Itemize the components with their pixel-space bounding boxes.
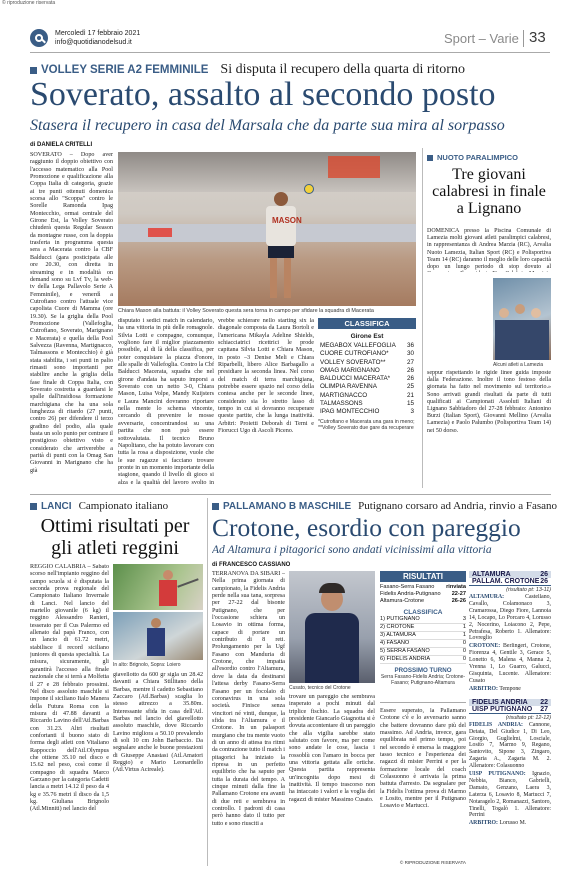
nuoto-kicker-label: NUOTO PARALIMPICO	[437, 153, 518, 162]
classifica-team: MEGABOX VALLEFOGLIA	[320, 342, 396, 349]
risultati-class-team: 3) ALTAMURA	[380, 632, 416, 638]
classifica-row	[318, 342, 416, 350]
header-email[interactable]: info@quotidianodelsud.it	[55, 39, 132, 46]
tabellino-line-text: Ignazio, Nebbia, Bianco, Gabrielli, Damato, Genzano, Laera 3, Laterza 6, Losavio 8, Martucci 7, Notaragelo 2, Romanazzi, Santoro, Tinelli, Togalò 1. Allenatore: Perrini	[469, 771, 551, 819]
tabellino	[469, 699, 551, 828]
main-kicker-rest: Si disputa il recupero della quarta di ritorno	[220, 62, 465, 77]
main-subhead: Stasera il recupero in casa del Marsala che da parte sua mira al sorpasso	[30, 117, 505, 134]
classifica-team: CUORE CUTROFIANO*	[320, 350, 389, 358]
risultati-class-team: 5) SERRA FASANO	[380, 648, 430, 654]
risultati-row	[380, 591, 466, 598]
classifica-row	[318, 359, 416, 367]
tabellino-line-team: UISP PUTIGNANO:	[469, 771, 526, 778]
tabellino-line-team: ARBITRO:	[469, 685, 498, 692]
square-bullet-icon	[212, 503, 219, 510]
crotone-kicker	[212, 500, 557, 512]
risultati-next-text: Serra Fasano-Fidelis Andria; Crotone-Fasano; Putignano-Altamura	[380, 674, 466, 686]
column-rule	[422, 148, 423, 488]
risultati-class-row	[380, 624, 466, 632]
crotone-byline: di FRANCESCO CASSIANO	[212, 562, 291, 568]
risultati-class-points: 1	[462, 624, 466, 630]
tabellino-line-team: ALTAMURA:	[469, 594, 505, 600]
tabellino-line	[469, 771, 551, 819]
main-col-3: vrebbe schierare nello starting six la diagonale composta da Laura Bortoli e l'americana Mikayla Adeline Shields, schiacciatrici ricettrici le prode capitana Silvia Lotti e Chiara Mason, in posto –3 Denise Meli e Chiara Riparbelli, libero Alice Barbagallo a presidiare la seconda linea. Nel corso del match di terra marchigiana, potrebbe essere spazio nel corso della contesa anche per le seconde linee, considerato sia lo stretto lasso di tempo in cui si dovranno recuperare queste partite, che la lunga inattività. Arbitri: Proietti Deborah di Terni e Fiorucci Ugo di Ascoli Piceno.	[218, 318, 314, 435]
page-number: 33	[529, 29, 546, 46]
tabellino-line	[469, 722, 551, 770]
tabellino-line-text: Tempone	[499, 685, 521, 692]
tabellino-team2-bar	[469, 706, 551, 714]
risultati-row	[380, 598, 466, 605]
lanci-col-2: giavellotto da 600 gr sigla un 28.42 davanti a Chiara Stillitano della Barbas, mentre il cadetto Sebastiano Zaccaro (Atl.Barbas) scaglia lo stesso attrezzo a 35.80m. Interessante sfida in casa dell'Atl. Barbas nel lancio del giavellotto assoluto maschile, dove Riccardo Lavino migliora a 50.10 prevalendo di soli 10 cm John Barbaccio. Da segnalare anche le buone prestazioni di Giuseppe Anastasi (Atl.Amatori Reggio) e Mario Leonardello (Atl.Virtus Acireale).	[113, 672, 203, 774]
tabellino-score1: 26	[540, 571, 548, 578]
header-rule	[30, 52, 550, 53]
classifica-row	[318, 350, 416, 358]
classifica-row	[318, 367, 416, 375]
risultati-class-row	[380, 656, 466, 664]
newspaper-logo-icon	[30, 29, 48, 47]
crotone-kicker-label: PALLAMANO B MASCHILE	[223, 500, 352, 512]
crotone-photo	[289, 571, 375, 683]
column-rule	[207, 498, 208, 866]
tabellino-line	[469, 820, 551, 827]
risultati-class-team: 6) FIDELIS ANDRIA	[380, 656, 431, 662]
classifica-team: MARTIGNACCO	[320, 391, 368, 399]
tabellino-team1: ALTAMURA	[472, 571, 511, 578]
risultati-class-row	[380, 640, 466, 648]
risultati-class-points: 0	[462, 656, 466, 662]
classifica-points: 26	[406, 375, 414, 383]
nuoto-photo	[493, 278, 551, 360]
tabellino-line-text: Castellano, Cavallo, Colamonaco 3, Cramarossa, Diego Fiore, Lannoia 14, Locapo, Lo Porcaro 4, Lorusso 2, Nocerino, Loiacono 2, Pepe, Petrafesa, Roberto 1. Allenatore: Lovreglio	[469, 594, 551, 642]
risultati-score: 22-27	[451, 591, 466, 597]
tabellino-line-team: CROTONE:	[469, 643, 501, 650]
tabellino-team1-bar	[469, 699, 551, 706]
classifica-points: 26	[406, 366, 414, 374]
nuoto-headline: Tre giovani calabresi in finale a Lignano	[432, 166, 546, 217]
classifica-team: IPAG MONTECCHIO	[320, 408, 380, 416]
classifica-team: VOLLEY SOVERATO**	[320, 358, 386, 366]
volleyball-photo-caption: Chiara Mason alla battuta: il Volley Soverato questa sera torna in campo per sfidare la squadra di Macerata	[118, 308, 374, 314]
main-kicker-label: VOLLEY SERIE A2 FEMMINILE	[41, 64, 209, 76]
risultati-table	[380, 584, 466, 605]
tabellino-team2: UISP PUTIGNANO	[472, 705, 533, 713]
nuoto-kicker	[427, 153, 518, 162]
classifica-points: 25	[406, 383, 414, 391]
main-col-2: disputato i sedici match in calendario, ha una vittoria in più delle romagnole. Silvia Lotti e compagne, comunque, vogliono fare il miglior piazzamento possibile, al di là della classifica, per poter conquistare la piazza d'onore, alle spalle di Vallefoglia. Contro la Cbf Balducci Macerata, squadra che nel girone d'andata ha saputo imporsi a Soverato con un netto 3-0, Chiara Mason, Luisa Volpe, Mandy Kuijsters e Laura Mancini dovranno riportare nella mente lo schema vincente, cercando di prevenire le mosse avversarie, concentrandosi su una partita che non può essere sottovalutata. Il tecnico Bruno Napolitano, che ha potuto lavorare con tutta la rosa a disposizione, vuole che le sue ragazze si facciano trovare pronte in un momento importante della stagione, quando il livello di gioco si alza e la qualità del lavoro svolto in	[118, 318, 214, 486]
tabellino-team1: FIDELIS ANDRIA	[472, 698, 528, 706]
risultati-class-row	[380, 632, 466, 640]
crotone-headline: Crotone, esordio con pareggio	[212, 513, 521, 542]
risultati-class-row	[380, 648, 466, 656]
lanci-photo-caption: In alto: Brignolo, Sopra: Loiero	[113, 662, 181, 668]
classifica-girone: Girone Est	[350, 333, 384, 340]
tabellino-score2: 27	[540, 705, 548, 713]
risultati-match: Fasano-Serra Fasano	[380, 584, 435, 590]
classifica-row	[318, 392, 416, 400]
lanci-col-1: REGGIO CALABRIA – Sabato scorso nell'impianto reggino del campo scuola si è disputata la seconda prova regionale del Campionato Italiano Invernale di Lanci. Nel lancio del martello giovanile (6 kg) il reggino Alessandro Ranieri, tesserato per il Cus Palermo ed allenato dal papà Franco, con un lancio di 61.72 metri, stabilisce il record siciliano juniores di questa specialità. La misura, sicuramente, gli garantirà l'accesso alla finale nazionale che si terrà a Molfetta il 27 e 28 febbraio prossimi. Nel disco assoluto maschile si impone il siciliano Italo Manera della Futura Roma con la misura di 47.88 davanti a Riccardo Lavino dell'Atl.Barbas con 31.23. Altri risultati confortanti il buono stato di forma degli atleti con Vitaliano Rappoccio dell'Atl.Olympus che ottiene 35.10 nel disco e 15.62 nel peso, così come il compagno di squadra Marco Garzano per la categoria Cadetti lancia a metri 14.12 il peso da 4 kg e 35.76 metri il disco da 1,5 kg. Giuliana Brignolo (Atl.Minniti) nel lancio del	[30, 564, 109, 813]
classifica-team: OLIMPIA RAVENNA	[320, 383, 377, 391]
classifica-table	[318, 342, 416, 417]
tabellino-line-text: Cannone, Detata, Del Giudice 1, Di Leo, Giorgio, Guglielmi, Losciale, Losito 7, Marmo 9, Regano, Santovito, Sipone 3, Zingaro, Zagaria A., Zagaria M. 2. Allenatore: Colasuonno	[469, 721, 551, 770]
crotone-col-2: trovare un pareggio che sembrava insperato a pochi minuti dal triplice fischio. La squadra del presidente Giancarlo Giagnotta si è dovuta accontentare di un pareggio che alla vigilia sarebbe stato salutato con favore, ma per come sono andate le cose, lascia i rossoblù con l'amaro in bocca per una vittoria gettata alle ortiche. Questa partita rappresenta un'incognita dopo mesi di inattività. Il tempo trascorso non ha intaccato i valori e la voglia dei ragazzi di mister Massimo Cusato.	[289, 694, 375, 803]
tabellino-line	[469, 686, 551, 693]
classifica-points: 21	[406, 391, 414, 399]
lanci-kicker-label: LANCI	[41, 500, 72, 512]
risultati-next-title: PROSSIMO TURNO	[394, 667, 452, 674]
square-bullet-icon	[30, 67, 37, 74]
classifica-team: BALDUCCI MACERATA*	[320, 375, 391, 383]
tabellino	[469, 571, 551, 693]
classifica-row	[318, 408, 416, 416]
risultati-class-points: 0	[462, 640, 466, 646]
lanci-headline: Ottimi risultati per gli atleti reggini	[40, 515, 190, 559]
lanci-kicker	[30, 500, 168, 512]
classifica-row	[318, 375, 416, 383]
tabellino-team2: PALLAM. CROTONE	[472, 578, 540, 585]
tabellino-line	[469, 643, 551, 684]
tabellino-line-team: FIDELIS ANDRIA:	[469, 721, 523, 728]
classifica-points: 27	[406, 358, 414, 366]
crotone-credit: © RIPRODUZIONE RISERVATA	[399, 860, 466, 865]
crotone-kicker-rest: Putignano corsaro ad Andria, rinvio a Fasano	[358, 500, 558, 512]
risultati-class-team: 4) FASANO	[380, 640, 410, 646]
main-headline: Soverato, assalto al secondo posto	[30, 76, 496, 113]
classifica-title: CLASSIFICA	[318, 318, 416, 329]
risultati-score: 26-26	[451, 598, 466, 604]
tabellino-pt: (risultato pt: 12-12)	[505, 714, 551, 721]
risultati-title: RISULTATI	[380, 571, 466, 582]
risultati-class-team: 2) CROTONE	[380, 624, 415, 630]
risultati-class-points: 3	[462, 616, 466, 622]
classifica-points: 30	[406, 350, 414, 358]
copyright-strip: © riproduzione riservata	[2, 0, 56, 6]
risultati-row	[380, 584, 466, 591]
tabellino-line	[469, 594, 551, 642]
player-figure: MASON	[258, 192, 304, 302]
classifica-team: OMAG MARIGNANO	[320, 366, 380, 374]
classifica-points: 15	[406, 400, 414, 408]
tabellino-line-text: Berlingeri, Crotone, Fiorenza 4, Gentile 3, Gerace 5, Lonetto 6, Malena 4, Manna 2, Vrenna 1, Lo Guarro, Galucci, Gisquinta, Lucente. Allenatore: Cusato	[469, 643, 551, 684]
risultati-class-title: CLASSIFICA	[403, 609, 443, 616]
volleyball-photo	[118, 152, 416, 306]
classifica-points: 36	[406, 342, 414, 349]
nuoto-col-b: seppur rispettando le rigide linee guida imposte dalla Federazione. Inoltre il tono festoso della giornata ha fatto nel movimento sul territorio.» Sono arrivati grandi risultati da parte di tutti qualificati ai Campionati Assoluti Italiani di Lignano Sabbiadoro del 27-28 febbraio: Antonino Burzi (Italian Sport), Giovanni Mellino (Arvalia Lamezia) e Paolo Palumbo (Polisportiva Team 14) nei 50 dorso.	[427, 370, 551, 434]
volleyball-icon	[304, 184, 314, 194]
risultati-class-team: 1) PUTIGNANO	[380, 616, 420, 622]
nuoto-photo-caption: Alcuni atleti a Lamezia	[493, 362, 544, 368]
tabellino-line-team: ARBITRO:	[469, 820, 498, 827]
square-bullet-icon	[30, 503, 37, 510]
main-col-1: SOVERATO – Dopo aver raggiunto il doppio obiettivo con l'accesso matematico alla Pool Promozione e qualificazione alla Coppa Italia di categoria, grazie ai tre punti ottenuti domenica scorsa allo "Scoppa" contro le Sorelle Ramonda Ipag Montecchio, ormai centrale del Girone Est, la Volley Soverato chiuderà questa Regular Season da montagne russe, con la doppia trasferta in programma questa sera a Macerata contro la CBF Balducci (gara posticipata alle ore 20.30, con diretta in streaming e in modalità on demand sono su Lvf Tv, la web-tv della Lega Pallavolo Serie A Femminile), e venerdì a Cutrofiano contro l'attuale vice capolista Cuore di Mamma (ore 19.30). Se la griglia della Pool Promozione (Vallefoglia, Cutrofiano, Soverato, Marignano e Macerata) e quella della Pool Salvezza (Ravenna, Martignacco, Talmassons e Montecchio) è già stata stabilita, i sei punti in palio rimasti sono importanti per stabilire anche la griglia della fase finale di Coppa Italia, con Soverato costretta a guardarsi le spalle dall'insidiosa formazione marchigiana che ha una sola lunghezza di ritardo (27 punti, contro 26) per difendere il terzo gradino del podio, alla quale basta un solo punto per centrare il prestigioso obiettivo visto e considerato che arriverebbe a parità di punti con la Omag San Giovanni in Marignano che ha già	[30, 152, 113, 474]
tabellino-team2-bar	[469, 578, 551, 586]
crotone-photo-caption: Cusato, tecnico del Crotone	[289, 685, 351, 691]
classifica-points: 3	[410, 408, 414, 416]
main-byline: di DANIELA CRITELLI	[30, 142, 93, 148]
classifica-row	[318, 400, 416, 408]
risultati-class-points: 1	[462, 632, 466, 638]
risultati-match: Fidelis Andria-Putignano	[380, 591, 441, 597]
crotone-col-3: Essere superato, la Pallamano Crotone c'è e lo avversario sanno che battere dovranno dare più del massimo. Ad Andria, invece, gara equilibrata nel primo tempo, poi nel secondo è emersa la maggiore tasso tecnico e l'esperienza dei ragazzi di mister Perrini e per la formazione locale del coach Colasuonno è arrivata la prima battuta d'arresto. Da segnalare per la Fidelis l'ottima prova di Marmo e Losito, mentre per il Putignano Losavio e Martucci.	[380, 708, 466, 810]
tabellino-team1-bar	[469, 571, 551, 578]
section-rule	[30, 494, 551, 495]
risultati-class-points: 0	[462, 648, 466, 654]
classifica-row	[318, 383, 416, 391]
risultati-class-row	[380, 616, 466, 624]
tabellino-pt: (risultato pt: 13-11)	[506, 587, 551, 593]
tabellini-column	[469, 571, 551, 866]
crotone-col-1: TERRANOVA DA SIBARI – Nella prima giornata di campionato, la Fidelis Andria perde nella sua tana, sorpresa per 27-22 dal bisonte Putignano, che per l'occasione schiera un Losavio in ottima forma, capace di portare un contributo di 8 reti. Prolungamento per la Ugf Fasano con Manduria di Crotone, che impatta all'esordio contro l'Altamura, dove la data da destinarsi l'attesa derby Fasano-Serra Fasano per un focolaio di coronavirus in una sola società. Finisce senza vincitori né vinti, dunque, la sfida tra l'Altamura e il Crotone. In un palasport murgiano che tra mente vuoto di un anno di attesa tra ritmi da contrazione tutto il match i pitagorici ha iniziato la ripresa in un perfetto equilibrio che ha saputo per tutta la durata del tempo. A cinque minuti dalla fine la Pallamano Crotone era avanti di due reti e sembrava in controllo. I padroni di casa però hanno dato il tutto per tutto e sono riusciti a	[212, 571, 285, 827]
tabellino-score2: 26	[540, 578, 548, 585]
header-divider	[523, 30, 524, 47]
classifica-box	[318, 318, 416, 486]
lanci-kicker-rest: Campionato italiano	[78, 500, 169, 512]
header-date: Mercoledì 17 febbraio 2021	[55, 30, 141, 37]
risultati-box	[380, 571, 466, 703]
section-name: Sport – Varie	[444, 31, 519, 46]
crotone-subhead: Ad Altamura i pitagorici sono andati vicinissimi alla vittoria	[212, 544, 492, 556]
classifica-team: TALMASSONS	[320, 400, 363, 408]
lanci-photo-top	[113, 564, 203, 610]
risultati-match: Altamura-Crotone	[380, 598, 425, 604]
tabellino-score1: 22	[540, 698, 548, 706]
risultati-class-table	[380, 616, 466, 664]
tabellino-line-text: Lorusso M.	[499, 820, 527, 827]
nuoto-col-a-side	[427, 278, 489, 370]
lanci-photo-bottom	[113, 612, 203, 660]
square-bullet-icon	[427, 155, 433, 161]
classifica-note: *Cutrofiano e Macerata una gara in meno; **Volley Soverato due gare da recuperare	[318, 418, 415, 431]
risultati-score: rinviata	[446, 584, 466, 590]
nuoto-col-a-top: DOMENICA presso la Piscina Comunale di Lamezia molti giovani atleti paralimpici calabresi, in rappresentanza di Andrea Marzia (RC), Arvalia Nuoto Lamezia, Italian Sport (RC) e Polisportiva Team 14 (RC) daranno il meglio delle loro capacità dopo un lungo periodo di stop dovuto al	[427, 228, 551, 271]
